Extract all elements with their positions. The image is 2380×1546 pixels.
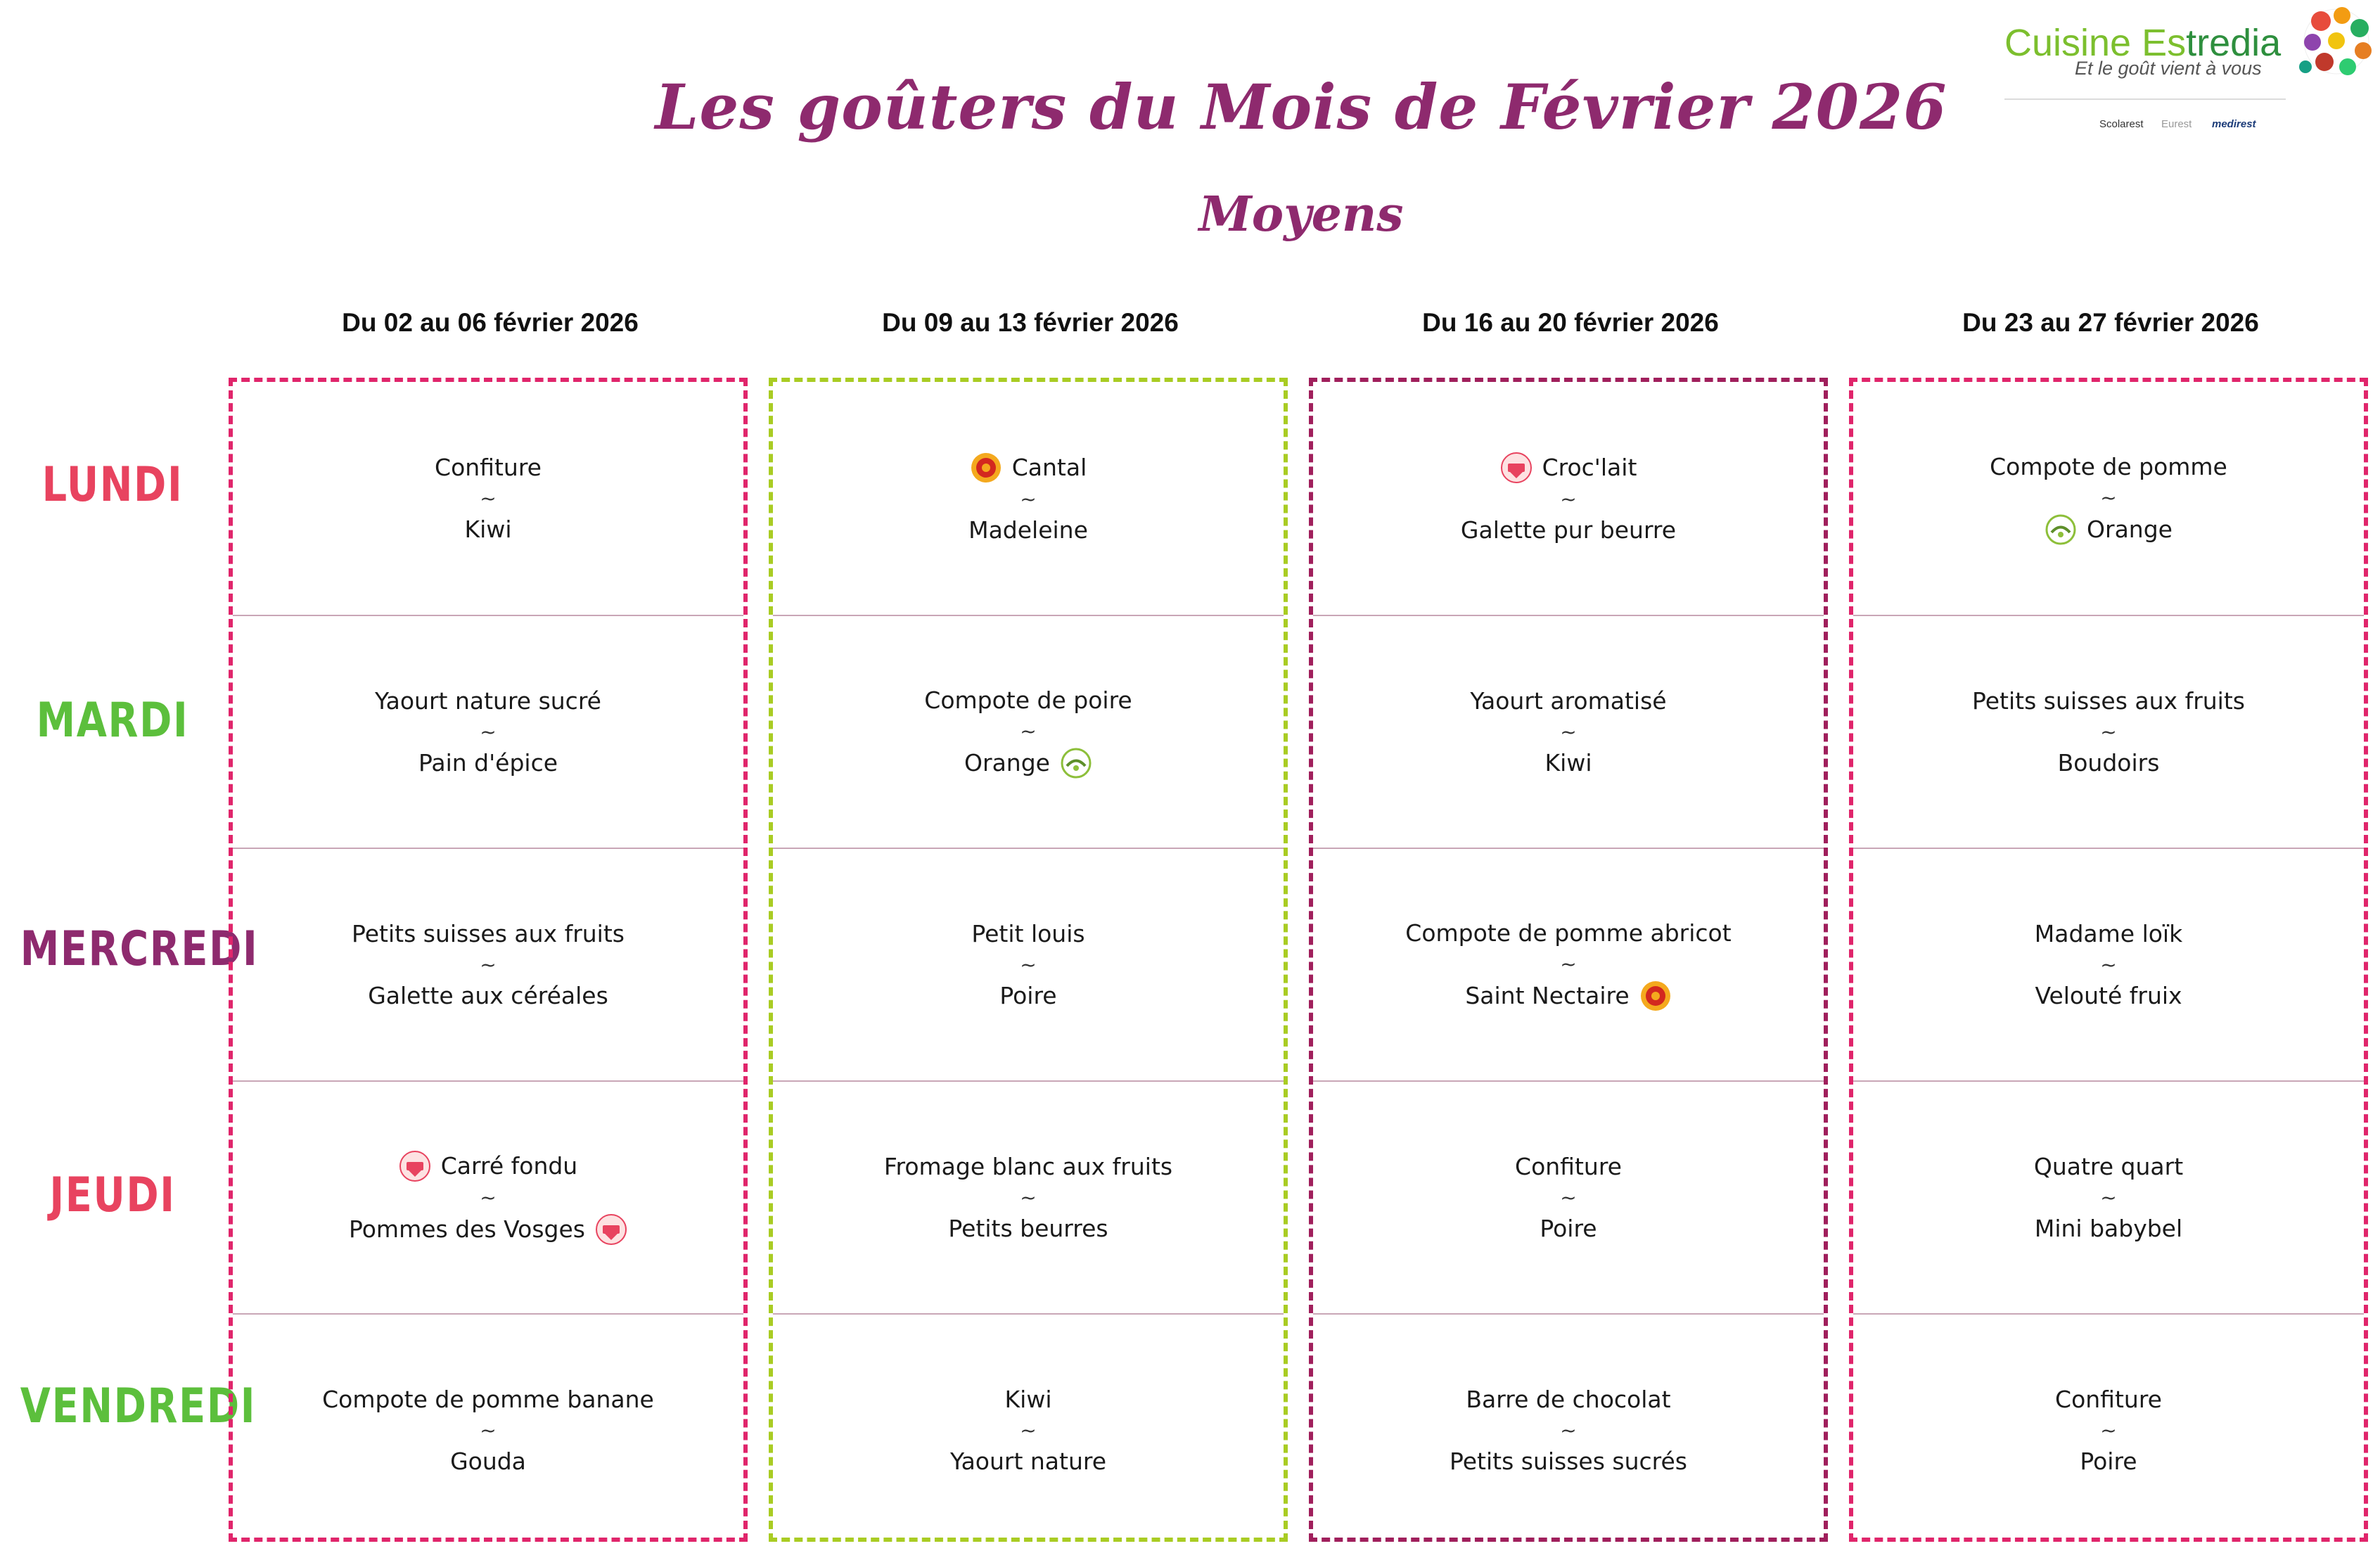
snack-item-1: Madame loïk [2034,919,2183,947]
snack-item-1: Confiture [435,453,542,481]
snack-item-2: Madeleine [968,516,1088,544]
snack-item-2: Petits suisses sucrés [1450,1447,1687,1475]
snack-separator: ~ [1020,1185,1037,1209]
snack-item-1: Croc'lait [1500,452,1637,484]
snack-separator: ~ [1020,487,1037,511]
snack-item-1: Barre de chocolat [1466,1385,1671,1413]
menu-cell [1853,615,2364,848]
week-1-box [229,378,748,1542]
snack-item-1: Cantal [970,452,1087,484]
partner-logos [2099,113,2296,141]
week-1-header: Du 02 au 06 février 2026 [342,308,639,337]
snack-item-1: Yaourt nature sucré [375,686,601,715]
snack-item-2: Pain d'épice [418,748,558,777]
snack-item-2: Velouté fruix [2035,981,2182,1009]
aop-badge-icon [970,452,1002,484]
snack-separator: ~ [480,720,497,743]
week-4-header: Du 23 au 27 février 2026 [1962,308,2259,337]
day-label-vendredi: VENDREDI [20,1379,257,1434]
snack-item-1: Carré fondu [399,1150,577,1182]
snack-separator: ~ [1020,952,1037,976]
fruit-vegetable-icon [2293,0,2380,83]
snack-item-1: Compote de pomme banane [322,1385,654,1413]
snack-separator: ~ [480,1418,497,1442]
menu-cell [773,1080,1284,1313]
day-label-mercredi: MERCREDI [20,921,259,977]
logo-tagline: Et le goût vient à vous [2075,58,2262,79]
snack-item-1: Compote de poire [924,686,1132,714]
partner-eurest: Eurest [2161,118,2192,130]
menu-cell [1313,1080,1824,1313]
menu-cell [233,1080,743,1313]
snack-item-1: Petits suisses aux fruits [352,919,625,947]
menu-cell [233,848,743,1080]
partner-medirest: medirest [2212,118,2256,130]
logo-divider [2004,98,2286,100]
week-3-header: Du 16 au 20 février 2026 [1422,308,1719,337]
local-product-badge-icon [1500,452,1533,484]
day-label-lundi: LUNDI [41,457,184,513]
week-2-box [769,378,1288,1542]
local-product-badge-icon [399,1150,431,1182]
logo-brand-name: Cuisine Estredia [2004,22,2282,64]
snack-separator: ~ [2100,720,2117,743]
snack-item-2: Mini babybel [2034,1214,2183,1242]
snack-item-1: Compote de pomme [1990,452,2227,480]
aop-badge-icon [1639,980,1672,1012]
snack-item-1: Quatre quart [2033,1152,2184,1180]
snack-separator: ~ [1560,1185,1577,1209]
snack-separator: ~ [2100,1418,2117,1442]
menu-cell [1853,1313,2364,1546]
snack-item-1: Petit louis [971,919,1085,947]
snack-item-2: Orange [2045,513,2173,546]
snack-item-1: Kiwi [1004,1385,1052,1413]
snack-item-2: Galette aux céréales [368,981,608,1009]
week-4-box [1849,378,2368,1542]
hve-badge-icon [1060,747,1092,779]
snack-item-2: Saint Nectaire [1465,980,1671,1012]
snack-item-1: Confiture [1515,1152,1622,1180]
menu-cell [773,615,1284,848]
snack-separator: ~ [1560,487,1577,511]
page-subtitle: Moyens [1198,186,1404,243]
menu-cell [1313,848,1824,1080]
snack-item-2: Poire [999,981,1057,1009]
hve-badge-icon [2045,513,2077,546]
menu-cell [773,848,1284,1080]
snack-separator: ~ [1020,1418,1037,1442]
snack-item-2: Poire [1540,1214,1597,1242]
menu-cell [1313,615,1824,848]
day-label-mardi: MARDI [36,693,189,748]
menu-cell [233,382,743,615]
menu-cell [1853,1080,2364,1313]
snack-item-1: Confiture [2055,1385,2162,1413]
snack-item-1: Yaourt aromatisé [1470,686,1667,715]
snack-item-1: Compote de pomme abricot [1405,919,1732,947]
menu-cell [773,382,1284,615]
snack-item-2: Yaourt nature [949,1447,1107,1475]
snack-item-2: Boudoirs [2057,748,2160,777]
snack-separator: ~ [480,1185,497,1209]
snack-item-2: Galette pur beurre [1460,516,1677,544]
snack-separator: ~ [1020,719,1037,743]
snack-separator: ~ [1560,952,1577,976]
menu-cell [1313,1313,1824,1546]
snack-separator: ~ [1560,720,1577,743]
snack-separator: ~ [1560,1418,1577,1442]
menu-cell [233,1313,743,1546]
snack-separator: ~ [2100,952,2117,976]
snack-item-2: Orange [964,747,1092,779]
week-2-header: Du 09 au 13 février 2026 [882,308,1179,337]
page-title: Les goûters du Mois de Février 2026 [655,70,1947,143]
snack-item-1: Fromage blanc aux fruits [883,1152,1173,1180]
snack-item-2: Pommes des Vosges [349,1213,627,1246]
day-label-jeudi: JEUDI [49,1168,176,1223]
local-product-badge-icon [595,1213,627,1246]
snack-separator: ~ [2100,1185,2117,1209]
menu-cell [233,615,743,848]
snack-item-2: Petits beurres [948,1214,1108,1242]
menu-cell [1313,382,1824,615]
menu-cell [1853,382,2364,615]
menu-cell [773,1313,1284,1546]
week-3-box [1309,378,1828,1542]
snack-item-2: Kiwi [464,515,512,543]
snack-item-1: Petits suisses aux fruits [1972,686,2245,715]
snack-separator: ~ [2100,485,2117,509]
snack-separator: ~ [480,486,497,510]
menu-cell [1853,848,2364,1080]
snack-separator: ~ [480,952,497,976]
cuisine-estredia-logo [2004,0,2380,148]
snack-item-2: Kiwi [1544,748,1592,777]
partner-scolarest: Scolarest [2099,118,2144,130]
snack-item-2: Gouda [450,1447,526,1475]
snack-item-2: Poire [2080,1447,2137,1475]
